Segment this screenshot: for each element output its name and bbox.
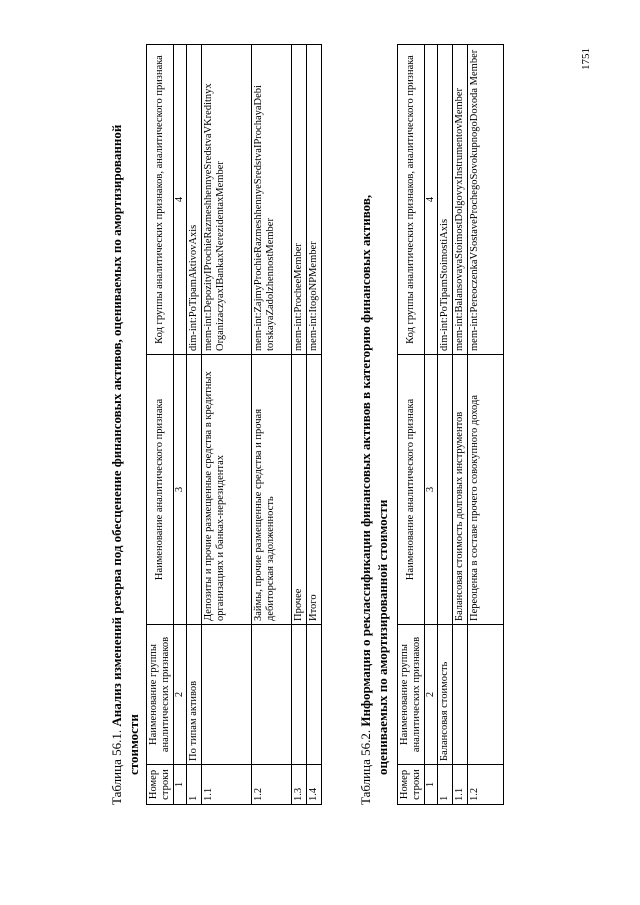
table1-header-cell: Код группы аналитических признаков, аналитического признака	[147, 45, 174, 355]
table2-caption	[357, 45, 391, 805]
row-number: 1.1	[453, 765, 468, 805]
group-name	[202, 625, 252, 765]
attribute-name	[438, 355, 453, 625]
attribute-code: mem-int:PereoczenkaVSostaveProchegoSovokupnogoDoxoda Member	[468, 45, 504, 355]
attribute-code: mem-int:ZajmyProchieRazmeshhennyeSredstvaIProchayaDebi torskayaZadolzhennostMember	[252, 45, 292, 355]
table1-caption	[108, 45, 142, 805]
table-row	[307, 45, 322, 805]
attribute-name: Займы, прочие размещенные средства и прочая дебиторская задолженность	[252, 355, 292, 625]
table-row	[468, 45, 504, 805]
table1-header-cell: Наименование аналитического признака	[147, 355, 174, 625]
table-row	[292, 45, 307, 805]
table-row	[252, 45, 292, 805]
attribute-code: mem-int:BalansovayaStoimostDolgovyxInstrumentovMember	[453, 45, 468, 355]
table2-index-cell: 4	[425, 45, 438, 355]
table2-caption-prefix: Таблица 56.2.	[358, 729, 373, 805]
row-number: 1.4	[307, 765, 322, 805]
table2-header-cell: Код группы аналитических признаков, аналитического признака	[398, 45, 425, 355]
group-name	[453, 625, 468, 765]
attribute-name: Итого	[307, 355, 322, 625]
table1-index-cell: 2	[174, 625, 187, 765]
attribute-name: Депозиты и прочие размещенные средства в кредитных организациях и банках-нерезидентах	[202, 355, 252, 625]
row-number: 1	[187, 765, 202, 805]
table1-index-row	[174, 45, 187, 805]
table1-index-cell: 1	[174, 765, 187, 805]
attribute-name: Прочее	[292, 355, 307, 625]
group-name	[468, 625, 504, 765]
table-row	[202, 45, 252, 805]
attribute-code: mem-int:ItogoNPMember	[307, 45, 322, 355]
table2-header-cell: Наименование группы аналитических признаков	[398, 625, 425, 765]
table2-index-cell: 3	[425, 355, 438, 625]
table1-caption-prefix: Таблица 56.1.	[109, 729, 124, 805]
table2	[397, 44, 504, 805]
attribute-name: Переоценка в составе прочего совокупного дохода	[468, 355, 504, 625]
table1-caption-title: Анализ изменений резерва под обесценение финансовых активов, оцениваемых по амортизированной	[109, 124, 124, 727]
table1	[146, 44, 322, 805]
attribute-code: dim-int:PoTipamStoimostiAxis	[438, 45, 453, 355]
table2-caption-title-cont: оцениваемых по амортизированной стоимости	[375, 499, 390, 775]
table1-header-cell: Номер строки	[147, 765, 174, 805]
table2-header-row	[398, 45, 425, 805]
table1-index-cell: 3	[174, 355, 187, 625]
page-number: 1751	[580, 48, 592, 70]
attribute-name: Балансовая стоимость долговых инструментов	[453, 355, 468, 625]
group-name: По типам активов	[187, 625, 202, 765]
row-number: 1	[438, 765, 453, 805]
group-name: Балансовая стоимость	[438, 625, 453, 765]
row-number: 1.1	[202, 765, 252, 805]
table2-index-row	[425, 45, 438, 805]
row-number: 1.2	[468, 765, 504, 805]
row-number: 1.2	[252, 765, 292, 805]
table2-header-cell: Номер строки	[398, 765, 425, 805]
table-row	[453, 45, 468, 805]
table-row	[187, 45, 202, 805]
table1-caption-title-cont: стоимости	[126, 714, 141, 775]
attribute-code: dim-int:PoTipamAktivovAxis	[187, 45, 202, 355]
row-number: 1.3	[292, 765, 307, 805]
table2-index-cell: 2	[425, 625, 438, 765]
table1-header-row	[147, 45, 174, 805]
attribute-name	[187, 355, 202, 625]
table-row	[438, 45, 453, 805]
table2-index-cell: 1	[425, 765, 438, 805]
group-name	[292, 625, 307, 765]
table2-header-cell: Наименование аналитического признака	[398, 355, 425, 625]
table2-caption-title: Информация о реклассификации финансовых активов в категорию финансовых активов,	[358, 194, 373, 727]
group-name	[307, 625, 322, 765]
attribute-code: mem-int:DepozityIProchieRazmeshhennyeSredstvaVKreditnyx OrganizaczyaxIBankaxNerezidentaxMember	[202, 45, 252, 355]
attribute-code: mem-int:ProcheeMember	[292, 45, 307, 355]
table1-index-cell: 4	[174, 45, 187, 355]
table1-header-cell: Наименование группы аналитических признаков	[147, 625, 174, 765]
group-name	[252, 625, 292, 765]
